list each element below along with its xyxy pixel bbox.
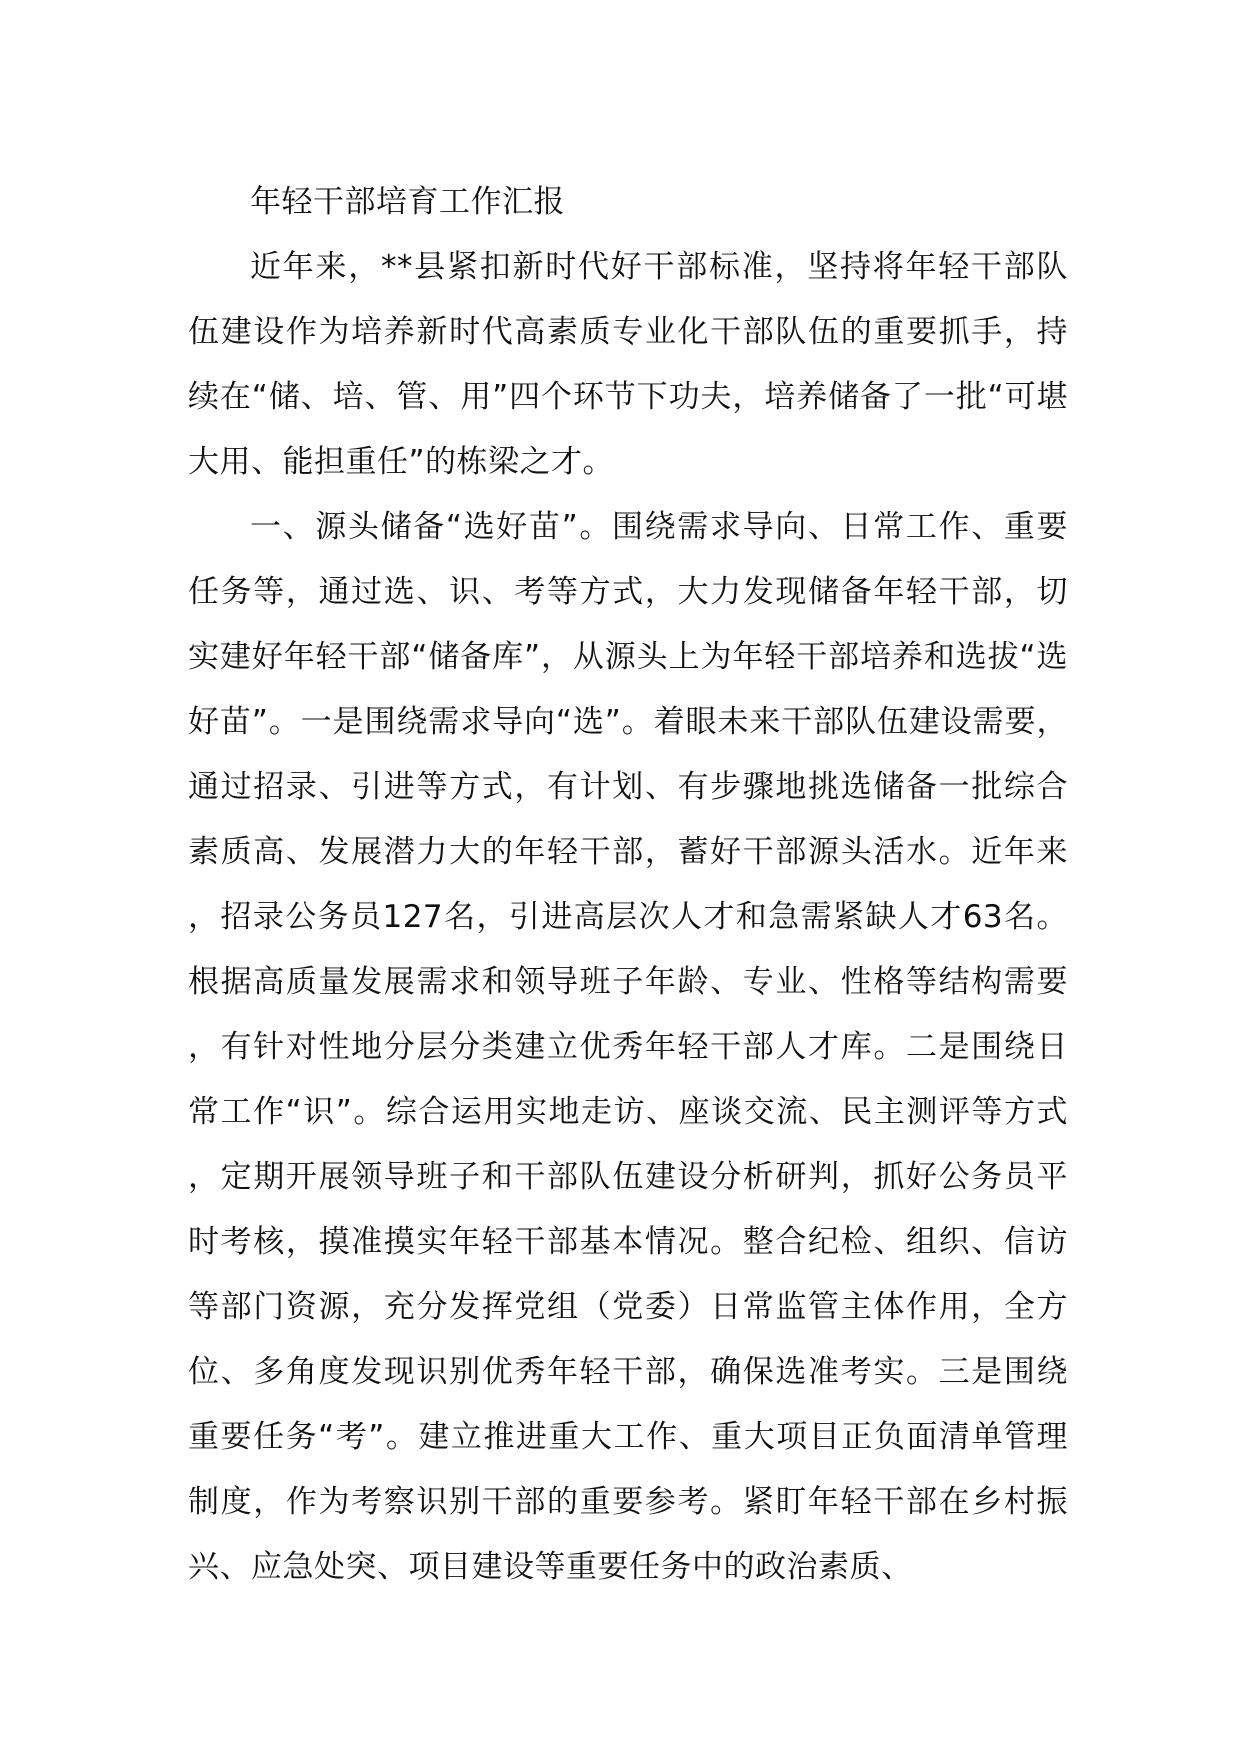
document-body bbox=[188, 170, 1068, 1600]
document-title: 年轻干部培育工作汇报 bbox=[250, 184, 565, 220]
intro-paragraph: 近年来，**县紧扣新时代好干部标准，坚持将年轻干部队伍建设作为培养新时代高素质专业化干部队伍的重要抓手，持续在“储、培、管、用”四个环节下功夫，培养储备了一批“可堪大用、能担重任”的栋梁之才。 bbox=[188, 249, 1068, 480]
section-one-paragraph: 一、源头储备“选好苗”。围绕需求导向、日常工作、重要任务等，通过选、识、考等方式，大力发现储备年轻干部，切实建好年轻干部“储备库”，从源头上为年轻干部培养和选拔“选好苗”。一是围绕需求导向“选”。着眼未来干部队伍建设需要，通过招录、引进等方式，有计划、有步骤地挑选储备一批综合素质高、发展潜力大的年轻干部，蓄好干部源头活水。近年来，招录公务员127名，引进高层次人才和急需紧缺人才63名。根据高质量发展需求和领导班子年龄、专业、性格等结构需要，有针对性地分层分类建立优秀年轻干部人才库。二是围绕日常工作“识”。综合运用实地走访、座谈交流、民主测评等方式，定期开展领导班子和干部队伍建设分析研判，抓好公务员平时考核，摸准摸实年轻干部基本情况。整合纪检、组织、信访等部门资源，充分发挥党组（党委）日常监管主体作用，全方位、多角度发现识别优秀年轻干部，确保选准考实。三是围绕重要任务“考”。建立推进重大工作、重大项目正负面清单管理制度，作为考察识别干部的重要参考。紧盯年轻干部在乡村振兴、应急处突、项目建设等重要任务中的政治素质、 bbox=[188, 509, 1068, 1585]
